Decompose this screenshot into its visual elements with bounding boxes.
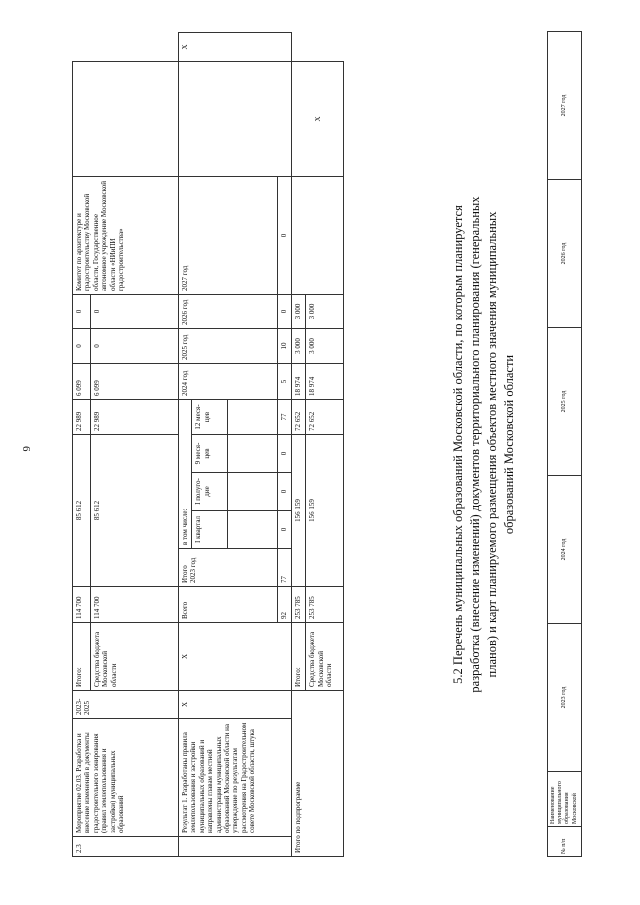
subprogram-source-label: Средства бюджета Московской области <box>306 623 344 691</box>
cell-total-2023: 114 700 <box>73 587 91 623</box>
cell-src-2023: 114 700 <box>91 587 179 623</box>
result-x1: X <box>179 691 292 719</box>
result-2025-label: 2025 год <box>179 329 278 364</box>
subprogram-src-2024: 156 159 <box>306 435 344 587</box>
row-num: 2.3 <box>73 837 179 857</box>
subprogram-2027: 3 000 <box>292 329 306 364</box>
result-9m-value: 0 <box>278 435 292 473</box>
municipalities-table <box>547 31 582 857</box>
col-2025-header: 2025 год <box>548 328 582 476</box>
cell-total-2025: 22 989 <box>73 400 91 435</box>
subprogram-src-2028: 3 000 <box>306 295 344 329</box>
empty-cell <box>179 62 292 177</box>
result-2027-value: 0 <box>278 177 292 295</box>
result-2026-value: 0 <box>278 295 292 329</box>
municipalities-header-row <box>548 32 582 857</box>
empty-cell <box>228 435 278 473</box>
subprogram-2025: 72 652 <box>292 400 306 435</box>
cell-src-2026: 6 099 <box>91 364 179 400</box>
result-9m-label: 9 меся-цев <box>192 435 228 473</box>
result-x3: X <box>179 33 292 62</box>
subprogram-src-2025: 72 652 <box>306 400 344 435</box>
result-h1-label: I полуго-дие <box>192 473 228 511</box>
result-year-label: Итого 2023 год <box>179 549 278 587</box>
subprogram-total-label: Итого: <box>292 623 306 691</box>
total-label: Итого: <box>73 623 91 691</box>
col-2023-header: 2023 год <box>548 624 582 772</box>
cell-total-2026: 6 099 <box>73 364 91 400</box>
subprogram-2028: 3 000 <box>292 295 306 329</box>
subprogram-src-2026: 18 974 <box>306 364 344 400</box>
empty-cell <box>228 400 278 435</box>
table-row-result-head1 <box>179 33 192 857</box>
result-total-value: 92 <box>278 587 292 623</box>
empty-cell <box>292 177 344 295</box>
subprogram-label: Итого по подпрограмме <box>292 691 344 857</box>
page-number: 6 <box>20 446 32 452</box>
rotated-page <box>72 32 578 857</box>
empty-cell <box>73 62 179 177</box>
empty-cell <box>179 837 292 857</box>
col-2024-header: 2024 год <box>548 476 582 624</box>
result-2024-value: 5 <box>278 364 292 400</box>
subprogram-2026: 18 974 <box>292 364 306 400</box>
table-row-2-3 <box>73 33 91 857</box>
heading-line-2: разработка (внесение изменений) документов территориального планирования (генеральных <box>467 196 482 693</box>
activity-name: Мероприятие 02.03. Разработка и внесение изменений в документы градостроительного зонирования (правил землепользования и застройки) муниципальных образований <box>73 719 179 837</box>
heading-line-3: планов) и карт планируемого размещения объектов местного значения муниципальных <box>484 211 499 678</box>
cell-src-2028: 0 <box>91 295 179 329</box>
col-num-header: № п/п <box>548 827 582 857</box>
table-row-subprogram-total <box>292 33 306 857</box>
result-total-label: Всего <box>179 587 278 623</box>
subprogram-src-all: 253 785 <box>306 587 344 623</box>
subprogram-all: 253 785 <box>292 587 306 623</box>
subprogram-2024: 156 159 <box>292 435 306 587</box>
executor: Комитет по архитектуре и градостроительству Московской области, Государственное автономное учреждение Московской области «НИиПИ градостроительства» <box>73 177 179 295</box>
result-x2: X <box>179 623 292 691</box>
period: 2023-2025 <box>73 691 179 719</box>
section-heading <box>450 32 518 857</box>
result-q1-label: I квартал <box>192 511 228 549</box>
result-2024-label: 2024 год <box>179 364 278 400</box>
col-2026-header: 2026 год <box>548 180 582 328</box>
result-name: Результат 1. Разработаны правила землепользования и застройки муниципальных образований и направлены главам местной администрации муниципальных образований Московской области на утверждение по результатам рассмотрения на Градостроительном совете Московской области, штука <box>179 719 292 837</box>
cell-total-2027: 0 <box>73 329 91 364</box>
cell-src-2025: 22 989 <box>91 400 179 435</box>
heading-line-1: 5.2 Перечень муниципальных образований Московской области, по которым планируется <box>451 205 465 684</box>
result-q1-value: 0 <box>278 511 292 549</box>
subprogram-src-2027: 3 000 <box>306 329 344 364</box>
result-2027-label: 2027 год <box>179 177 278 295</box>
result-2026-label: 2026 год <box>179 295 278 329</box>
result-2025-value: 10 <box>278 329 292 364</box>
result-year-value: 77 <box>278 549 292 587</box>
result-h1-value: 0 <box>278 473 292 511</box>
result-in-total: в том числе: <box>179 400 192 549</box>
empty-cell <box>228 473 278 511</box>
col-name-header: Наименование муниципального образования Московской <box>548 772 582 827</box>
program-table <box>72 32 344 857</box>
cell-src-2024: 85 612 <box>91 435 179 587</box>
cell-total-2028: 0 <box>73 295 91 329</box>
source-label: Средства бюджета Московской области <box>91 623 179 691</box>
cell-total-2024: 85 612 <box>73 435 91 587</box>
col-2027-header: 2027 год <box>548 32 582 180</box>
empty-cell <box>228 511 278 549</box>
result-12m-label: 12 меся-цев <box>192 400 228 435</box>
subprogram-x: X <box>292 62 344 177</box>
heading-line-4: образований Московской области <box>501 354 516 535</box>
result-12m-value: 77 <box>278 400 292 435</box>
cell-src-2027: 0 <box>91 329 179 364</box>
